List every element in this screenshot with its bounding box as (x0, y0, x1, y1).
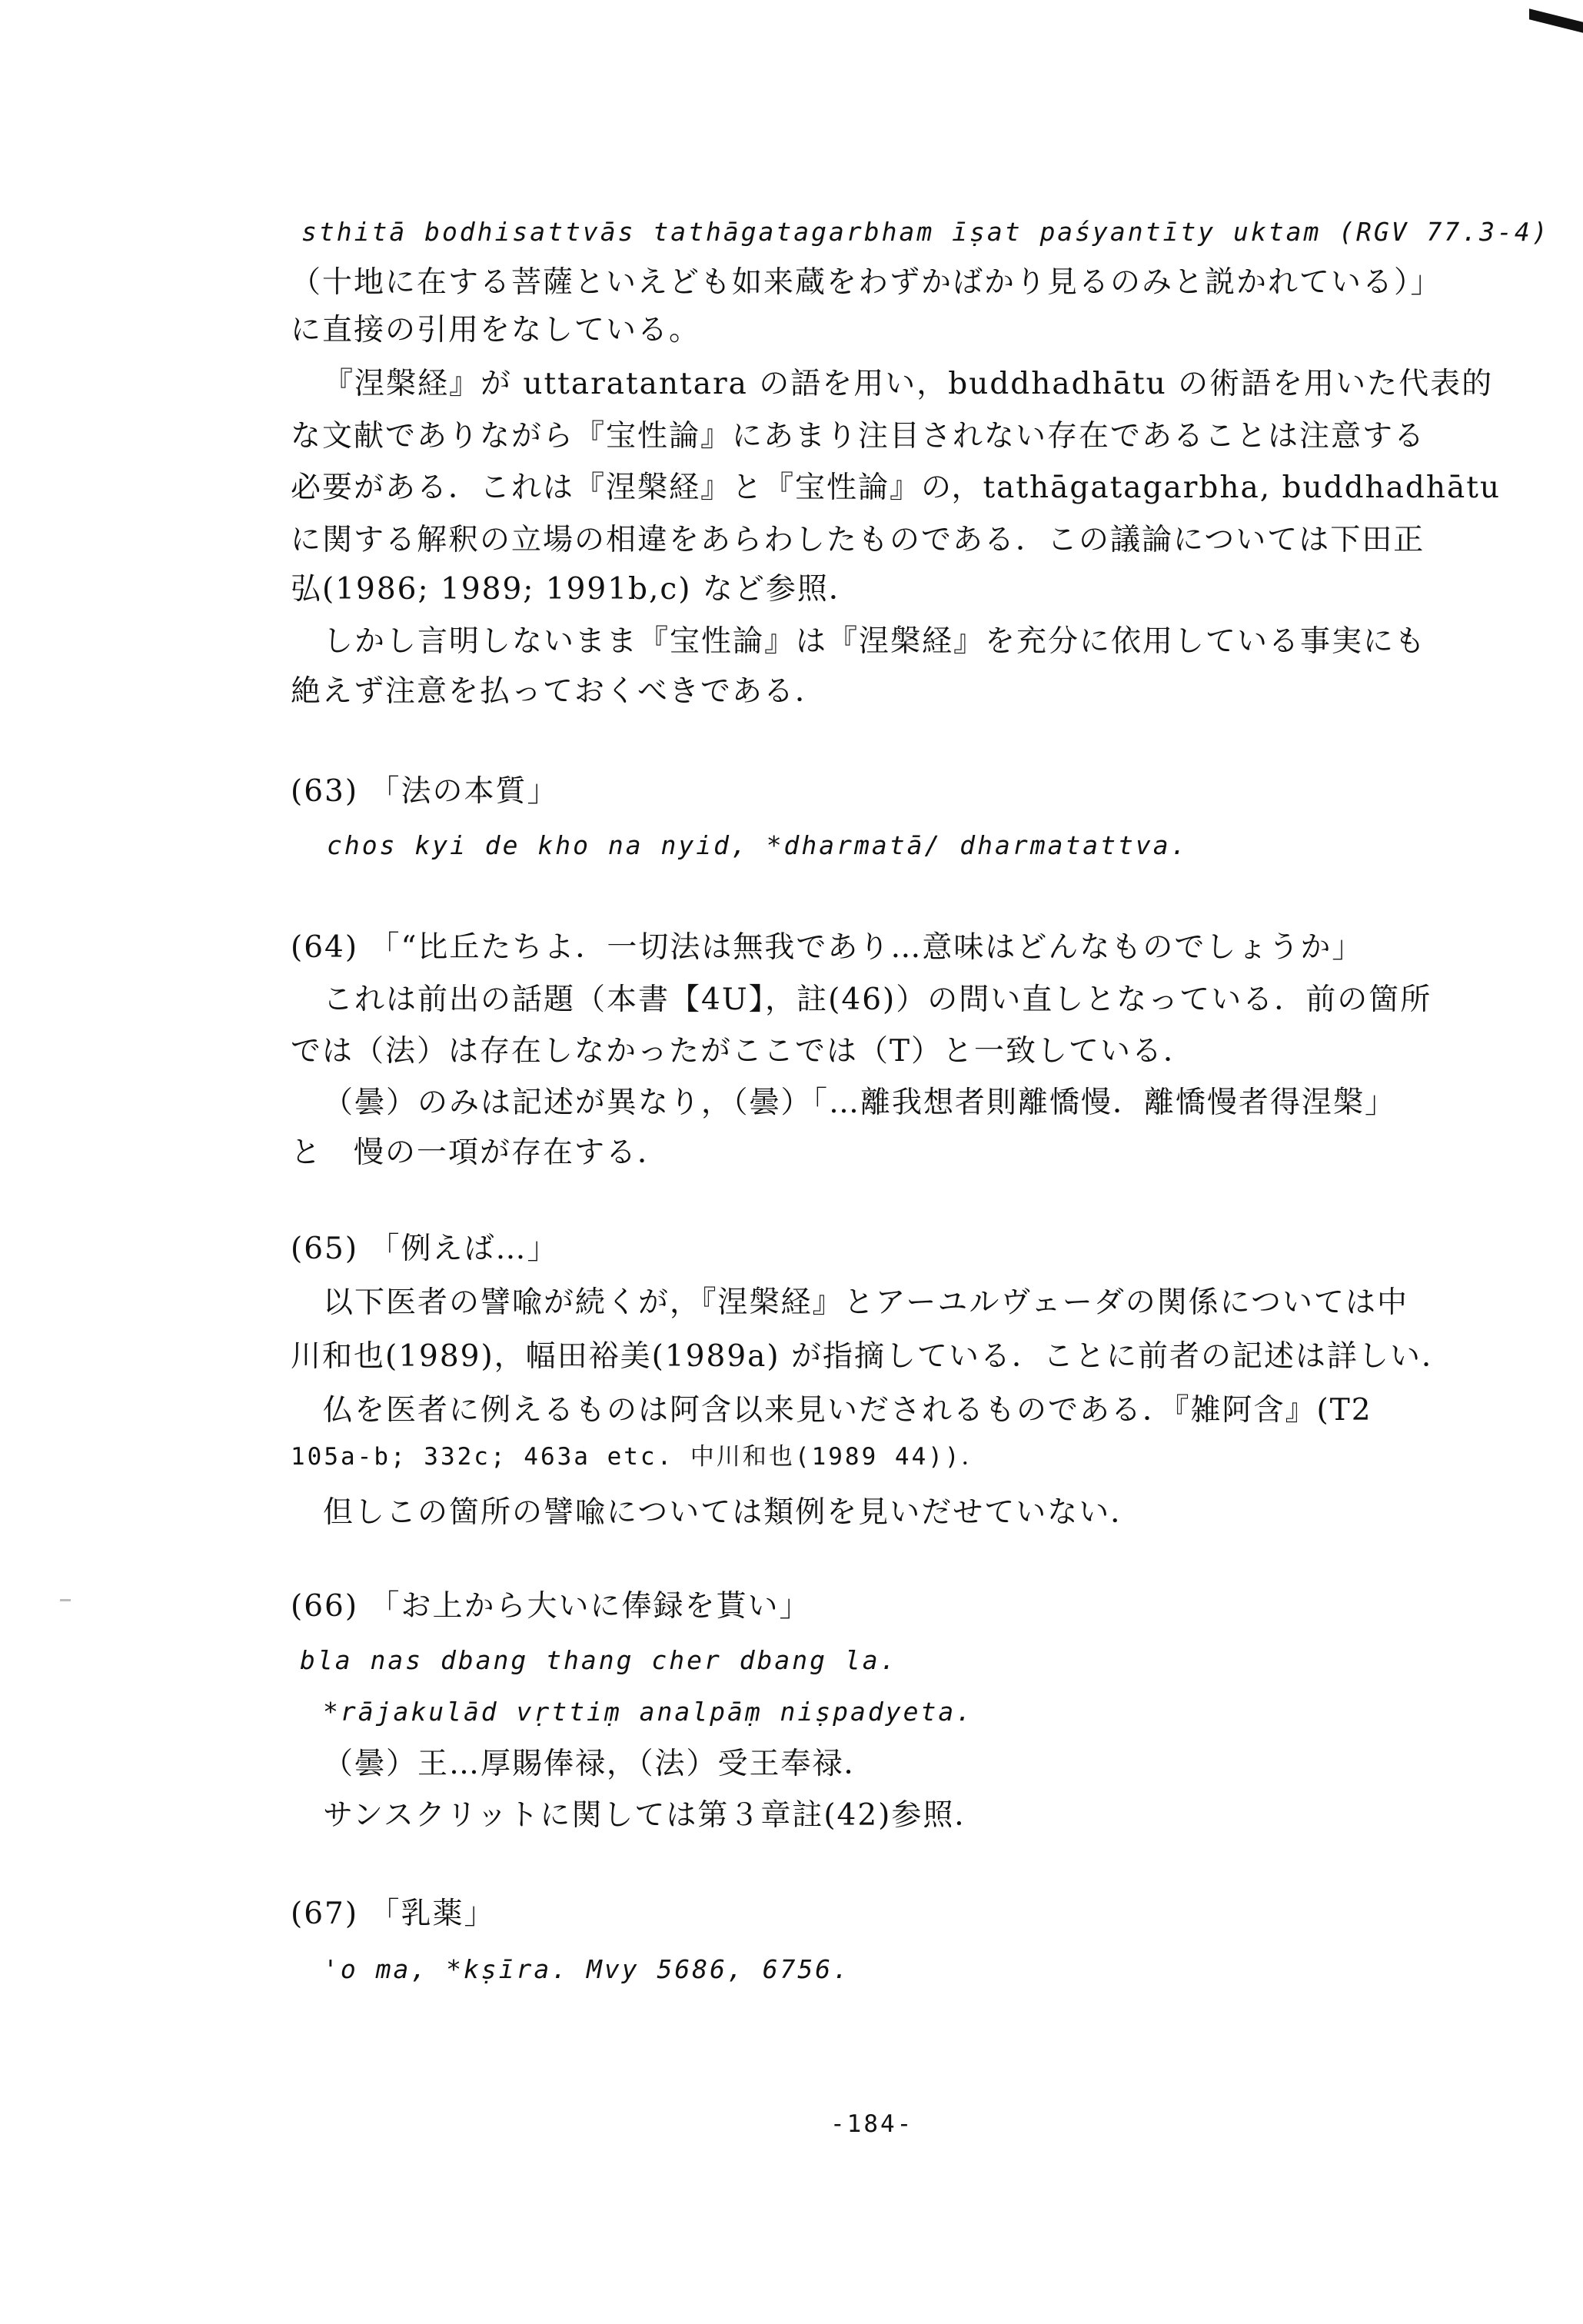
text-line: 弘(1986; 1989; 1991b,c) など参照． (291, 572, 860, 607)
text-line: サンスクリットに関しては第３章註(42)参照． (323, 1798, 986, 1833)
page-number: -184- (830, 2110, 914, 2138)
text-line: と 慢の一項が存在する． (291, 1135, 670, 1170)
text-line: 『涅槃経』が uttaratantara の語を用い，buddhadhātu の術語を用いた代表的 (323, 367, 1494, 401)
text-line: chos kyi de kho na nyid, *dharmatā/ dharmatattva. (327, 830, 1189, 860)
text-line: sthitā bodhisattvās tathāgatagarbham īṣat paśyantīty uktam (RGV 77.3-4) (301, 217, 1550, 247)
text-line: 絶えず注意を払っておくべきである． (291, 674, 827, 709)
text-line: （曇）のみは記述が異なり，（曇）「…離我想者則離憍慢．離憍慢者得涅槃」 (323, 1086, 1397, 1120)
note-heading: (64) 「“比丘たちよ．一切法は無我であり…意味はどんなものでしょうか」 (291, 930, 1364, 965)
text-line: 105a-b; 332c; 463a etc. 中川和也(1989 44))． (291, 1443, 988, 1471)
text-line: （曇）王…厚賜俸禄，（法）受王奉禄． (323, 1747, 876, 1781)
text-line: 川和也(1989)，幅田裕美(1989a) が指摘している．ことに前者の記述は詳しい． (291, 1339, 1454, 1374)
text-line: 仏を医者に例えるものは阿含以来見いだされるものである．『雑阿含』(T2 (323, 1393, 1372, 1428)
text-line: な文献でありながら『宝性論』にあまり注目されない存在であることは注意する (291, 419, 1426, 454)
note-heading: (63) 「法の本質」 (291, 774, 559, 809)
note-heading: (65) 「例えば…」 (291, 1232, 559, 1266)
note-heading: (67) 「乳薬」 (291, 1897, 496, 1931)
text-line: bla nas dbang thang cher dbang la. (300, 1645, 898, 1675)
text-line: これは前出の話題（本書【4U】，註(46)）の問い直しとなっている．前の箇所 (323, 982, 1432, 1017)
text-line: しかし言明しないまま『宝性論』は『涅槃経』を充分に依用している事実にも (323, 624, 1427, 659)
text-line: 必要がある．これは『涅槃経』と『宝性論』の，tathāgatagarbha, buddhadhātu (291, 470, 1502, 505)
note-heading: (66) 「お上から大いに俸録を貰い」 (291, 1589, 811, 1624)
text-line: *rājakulād vṛttiṃ analpāṃ niṣpadyeta. (323, 1697, 974, 1727)
text-line: 'o ma, *kṣīra. Mvy 5686, 6756. (323, 1954, 851, 1984)
text-line: 但しこの箇所の譬喩については類例を見いだせていない． (323, 1495, 1142, 1530)
text-line: に関する解釈の立場の相違をあらわしたものである．この議論については下田正 (291, 523, 1425, 557)
scan-speck (60, 1599, 71, 1601)
text-line: に直接の引用をなしている。 (291, 313, 701, 347)
scan-corner-mark (1529, 8, 1583, 32)
text-line: （十地に在する菩薩といえども如来蔵をわずかばかり見るのみと説かれている）」 (291, 265, 1442, 300)
text-line: 以下医者の譬喩が続くが，『涅槃経』とアーユルヴェーダの関係については中 (323, 1285, 1408, 1320)
text-line: では（法）は存在しなかったがここでは（T）と一致している． (291, 1034, 1196, 1069)
